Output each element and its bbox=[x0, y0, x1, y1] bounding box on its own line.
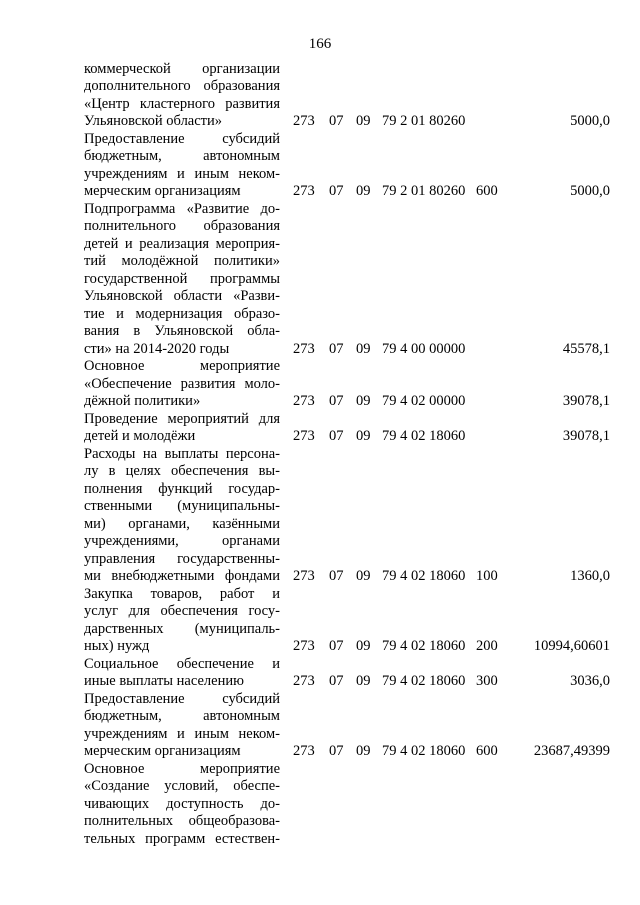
target-article-code: 79 4 02 18060 bbox=[382, 428, 466, 444]
section-code: 07 bbox=[329, 393, 344, 409]
desc-line: чивающих доступность до- bbox=[84, 796, 280, 812]
section-code: 07 bbox=[329, 428, 344, 444]
desc-line: детей и молодёжи bbox=[84, 428, 196, 444]
subsection-code: 09 bbox=[356, 113, 371, 129]
amount: 39078,1 bbox=[562, 393, 610, 409]
ministry-code: 273 bbox=[293, 673, 315, 689]
target-article-code: 79 4 02 00000 bbox=[382, 393, 466, 409]
section-code: 07 bbox=[329, 568, 344, 584]
ministry-code: 273 bbox=[293, 568, 315, 584]
desc-line: Основное мероприятие bbox=[84, 358, 280, 374]
section-code: 07 bbox=[329, 113, 344, 129]
ministry-code: 273 bbox=[293, 638, 315, 654]
section-code: 07 bbox=[329, 673, 344, 689]
desc-line: коммерческой организации bbox=[84, 61, 280, 77]
subsection-code: 09 bbox=[356, 568, 371, 584]
expense-type-code: 600 bbox=[476, 183, 498, 199]
expense-type-code: 200 bbox=[476, 638, 498, 654]
target-article-code: 79 4 02 18060 bbox=[382, 568, 466, 584]
subsection-code: 09 bbox=[356, 673, 371, 689]
subsection-code: 09 bbox=[356, 638, 371, 654]
desc-line: Социальное обеспечение и bbox=[84, 656, 280, 672]
ministry-code: 273 bbox=[293, 393, 315, 409]
subsection-code: 09 bbox=[356, 743, 371, 759]
expense-type-code: 300 bbox=[476, 673, 498, 689]
desc-line: дарственных (муниципаль- bbox=[84, 621, 280, 637]
target-article-code: 79 4 02 18060 bbox=[382, 673, 466, 689]
target-article-code: 79 2 01 80260 bbox=[382, 113, 466, 129]
desc-line: Ульяновской области «Разви- bbox=[84, 288, 280, 304]
desc-line: сти» на 2014-2020 годы bbox=[84, 341, 230, 357]
section-code: 07 bbox=[329, 743, 344, 759]
subsection-code: 09 bbox=[356, 183, 371, 199]
desc-line: Предоставление субсидий bbox=[84, 131, 280, 147]
desc-line: управления государственны- bbox=[84, 551, 280, 567]
ministry-code: 273 bbox=[293, 341, 315, 357]
desc-line: детей и реализация мероприя- bbox=[84, 236, 280, 252]
desc-line: учреждениям и иным неком- bbox=[84, 166, 280, 182]
amount: 23687,49399 bbox=[533, 743, 610, 759]
subsection-code: 09 bbox=[356, 428, 371, 444]
desc-line: Закупка товаров, работ и bbox=[84, 586, 280, 602]
amount: 39078,1 bbox=[562, 428, 610, 444]
ministry-code: 273 bbox=[293, 183, 315, 199]
desc-line: Ульяновской области» bbox=[84, 113, 223, 129]
ministry-code: 273 bbox=[293, 113, 315, 129]
desc-line: услуг для обеспечения госу- bbox=[84, 603, 280, 619]
ministry-code: 273 bbox=[293, 428, 315, 444]
desc-line: тий молодёжной политики» bbox=[84, 253, 280, 269]
desc-line: Предоставление субсидий bbox=[84, 691, 280, 707]
desc-line: дополнительного образования bbox=[84, 78, 280, 94]
target-article-code: 79 4 02 18060 bbox=[382, 638, 466, 654]
amount: 3036,0 bbox=[570, 673, 610, 689]
desc-line: вания в Ульяновской обла- bbox=[84, 323, 280, 339]
desc-line: тельных программ естествен- bbox=[84, 831, 280, 847]
ministry-code: 273 bbox=[293, 743, 315, 759]
desc-line: «Центр кластерного развития bbox=[84, 96, 280, 112]
target-article-code: 79 4 02 18060 bbox=[382, 743, 466, 759]
section-code: 07 bbox=[329, 638, 344, 654]
desc-line: полнительных общеобразова- bbox=[84, 813, 280, 829]
target-article-code: 79 4 00 00000 bbox=[382, 341, 466, 357]
amount: 5000,0 bbox=[570, 113, 610, 129]
desc-line: ных) нужд bbox=[84, 638, 150, 654]
amount: 45578,1 bbox=[562, 341, 610, 357]
desc-line: государственной программы bbox=[84, 271, 280, 287]
desc-line: тие и модернизация образо- bbox=[84, 306, 280, 322]
desc-line: дёжной политики» bbox=[84, 393, 201, 409]
desc-line: ми внебюджетными фондами bbox=[84, 568, 280, 584]
expense-type-code: 100 bbox=[476, 568, 498, 584]
desc-line: Подпрограмма «Развитие до- bbox=[84, 201, 280, 217]
desc-line: Расходы на выплаты персона- bbox=[84, 446, 280, 462]
desc-line: учреждениям и иным неком- bbox=[84, 726, 280, 742]
desc-line: «Создание условий, обеспе- bbox=[84, 778, 280, 794]
desc-line: бюджетным, автономным bbox=[84, 148, 280, 164]
desc-line: иные выплаты населению bbox=[84, 673, 244, 689]
desc-line: бюджетным, автономным bbox=[84, 708, 280, 724]
section-code: 07 bbox=[329, 341, 344, 357]
desc-line: Проведение мероприятий для bbox=[84, 411, 280, 427]
desc-line: мерческим организациям bbox=[84, 183, 241, 199]
expense-type-code: 600 bbox=[476, 743, 498, 759]
desc-line: ственными (муниципальны- bbox=[84, 498, 280, 514]
desc-line: ми) органами, казёнными bbox=[84, 516, 280, 532]
section-code: 07 bbox=[329, 183, 344, 199]
desc-line: Основное мероприятие bbox=[84, 761, 280, 777]
page-number: 166 bbox=[308, 36, 332, 52]
amount: 1360,0 bbox=[570, 568, 610, 584]
target-article-code: 79 2 01 80260 bbox=[382, 183, 466, 199]
desc-line: лу в целях обеспечения вы- bbox=[84, 463, 280, 479]
desc-line: «Обеспечение развития моло- bbox=[84, 376, 280, 392]
desc-line: мерческим организациям bbox=[84, 743, 241, 759]
subsection-code: 09 bbox=[356, 393, 371, 409]
desc-line: полнения функций государ- bbox=[84, 481, 280, 497]
desc-line: учреждениями, органами bbox=[84, 533, 280, 549]
amount: 5000,0 bbox=[570, 183, 610, 199]
amount: 10994,60601 bbox=[533, 638, 610, 654]
subsection-code: 09 bbox=[356, 341, 371, 357]
desc-line: полнительного образования bbox=[84, 218, 280, 234]
